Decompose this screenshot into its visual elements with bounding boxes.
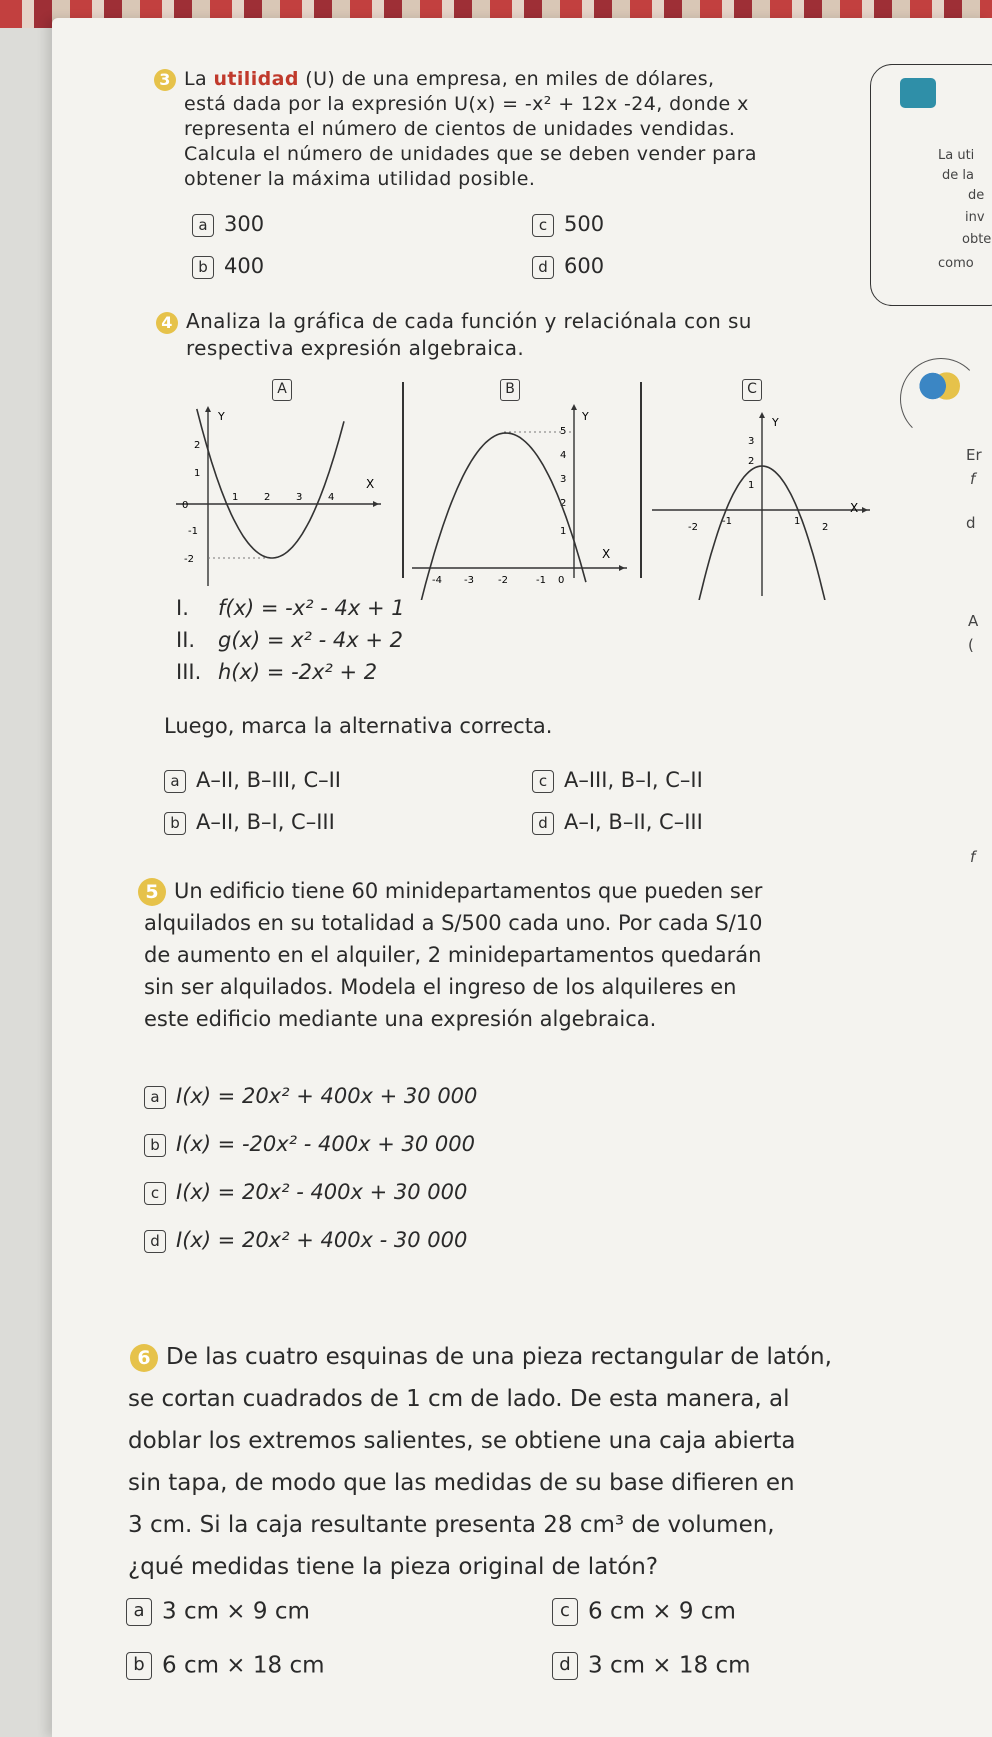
q4-line-1: 4 Analiza la gráfica de cada función y relaciónala con su <box>156 310 752 334</box>
graph-a-tick-x-2: 2 <box>264 492 271 503</box>
q3-line-4: Calcula el número de unidades que se deben vender para <box>184 143 757 165</box>
q5-option-a[interactable]: a I(x) = 20x² + 400x + 30 000 <box>144 1084 477 1109</box>
graph-b-tick-x-m3: -3 <box>464 575 474 586</box>
q6-line-6: ¿qué medidas tiene la pieza original de latón? <box>128 1554 659 1580</box>
graph-a-tick-x-3: 3 <box>296 492 303 503</box>
graph-b-label: B <box>500 378 520 401</box>
q3-option-b[interactable]: b 400 <box>192 254 264 279</box>
q6-option-a[interactable]: a 3 cm × 9 cm <box>126 1598 310 1626</box>
graph-c-tick-y-1: 1 <box>748 480 755 491</box>
q6-line-4: sin tapa, de modo que las medidas de su base difieren en <box>128 1470 795 1496</box>
sidebar-circle <box>900 358 982 440</box>
sidebar-text-1: La uti <box>938 148 975 163</box>
sidebar-text-5: obte <box>962 232 992 247</box>
graph-b <box>412 400 632 600</box>
graph-c-tick-x-1: 1 <box>794 516 801 527</box>
sidebar-mid-text-5: ( <box>968 636 974 654</box>
q3-option-d[interactable]: d 600 <box>532 254 604 279</box>
sidebar-text-3: de <box>968 188 985 203</box>
q6-option-d[interactable]: d 3 cm × 18 cm <box>552 1652 751 1680</box>
q5-option-d[interactable]: d I(x) = 20x² + 400x - 30 000 <box>144 1228 467 1253</box>
q4-line-2: respectiva expresión algebraica. <box>186 336 525 360</box>
graph-c-y-label: Y <box>772 416 779 429</box>
q6-option-b[interactable]: b 6 cm × 18 cm <box>126 1652 325 1680</box>
sidebar-mid-text-3: d <box>966 514 976 532</box>
graph-c-tick-x-2: 2 <box>822 522 829 533</box>
graph-b-tick-x-m4: -4 <box>432 575 442 586</box>
graph-a-tick-x-1: 1 <box>232 492 239 503</box>
q5-line-1: 5 Un edificio tiene 60 minidepartamentos que pueden ser <box>138 876 762 906</box>
graph-separator-2 <box>640 382 642 578</box>
graph-b-x-label: X <box>602 547 611 561</box>
graph-a-tick-x-4: 4 <box>328 492 335 503</box>
q5-line-2: alquilados en su totalidad a S/500 cada uno. Por cada S/10 <box>144 911 763 935</box>
sidebar-text-2: de la <box>942 168 974 183</box>
sidebar-mid-text-2: f <box>970 470 976 488</box>
q3-option-c[interactable]: c 500 <box>532 212 604 237</box>
q3-line-5: obtener la máxima utilidad posible. <box>184 168 536 190</box>
sidebar-mid-text-1: Er <box>966 446 982 464</box>
graph-b-tick-x-m1: -1 <box>536 575 546 586</box>
graph-a-tick-y-m1: -1 <box>188 526 198 537</box>
q6-line-5: 3 cm. Si la caja resultante presenta 28 cm³ de volumen, <box>128 1512 775 1538</box>
q6-number-badge: 6 <box>130 1344 158 1372</box>
q5-line-4: sin ser alquilados. Modela el ingreso de los alquileres en <box>144 975 737 999</box>
q6-option-c[interactable]: c 6 cm × 9 cm <box>552 1598 736 1626</box>
graph-b-tick-y-5: 5 <box>560 426 567 437</box>
q3-number-badge: 3 <box>154 69 176 91</box>
q5-number-badge: 5 <box>138 878 166 906</box>
sidebar-mid-text-4: A <box>968 612 979 630</box>
graph-a <box>176 400 386 590</box>
sidebar-text-6: como <box>938 256 974 271</box>
graph-a-y-label: Y <box>218 410 225 423</box>
q3-option-a[interactable]: a 300 <box>192 212 264 237</box>
sidebar-low-text: f <box>970 848 976 866</box>
graph-b-tick-x-0: 0 <box>558 575 565 586</box>
graph-b-tick-y-1: 1 <box>560 526 567 537</box>
graph-a-tick-y-m2: -2 <box>184 554 194 565</box>
graph-b-tick-y-2: 2 <box>560 498 567 509</box>
graph-a-tick-y-1: 1 <box>194 468 201 479</box>
q4-option-b[interactable]: b A–II, B–I, C–III <box>164 810 335 835</box>
graph-b-y-label: Y <box>582 410 589 423</box>
q4-option-a[interactable]: a A–II, B–III, C–II <box>164 768 341 793</box>
q4-option-d[interactable]: d A–I, B–II, C–III <box>532 810 703 835</box>
graph-b-arrows <box>571 404 625 571</box>
q3-line-1: 3 La utilidad (U) de una empresa, en miles de dólares, <box>154 68 714 91</box>
graph-b-tick-y-4: 4 <box>560 450 567 461</box>
graph-c-tick-x-m2: -2 <box>688 522 698 533</box>
graph-separator-1 <box>402 382 404 578</box>
q6-line-2: se cortan cuadrados de 1 cm de lado. De esta manera, al <box>128 1386 790 1412</box>
graph-a-tick-y-2: 2 <box>194 440 201 451</box>
q4-number-badge: 4 <box>156 312 178 334</box>
q6-line-1: 6 De las cuatro esquinas de una pieza rectangular de latón, <box>130 1338 832 1376</box>
graph-c <box>652 400 872 600</box>
q4-expression-2: II. g(x) = x² - 4x + 2 <box>176 628 403 652</box>
graph-b-tick-x-m2: -2 <box>498 575 508 586</box>
graph-c-tick-x-m1: -1 <box>722 516 732 527</box>
q4-option-c[interactable]: c A–III, B–I, C–II <box>532 768 703 793</box>
graph-c-tick-y-2: 2 <box>748 456 755 467</box>
q5-option-b[interactable]: b I(x) = -20x² - 400x + 30 000 <box>144 1132 475 1157</box>
graph-a-tick-x-0: 0 <box>182 500 189 511</box>
q3-line-2: está dada por la expresión U(x) = -x² + 12x -24, donde x <box>184 93 749 115</box>
q4-expression-1: I. f(x) = -x² - 4x + 1 <box>176 596 405 620</box>
graph-c-label: C <box>742 378 762 401</box>
q4-expression-3: III. h(x) = -2x² + 2 <box>176 660 378 684</box>
q5-option-c[interactable]: c I(x) = 20x² - 400x + 30 000 <box>144 1180 467 1205</box>
q5-line-3: de aumento en el alquiler, 2 minidepartamentos quedarán <box>144 943 762 967</box>
sidebar-text-4: inv <box>965 210 985 225</box>
graph-a-x-label: X <box>366 477 375 491</box>
q6-line-3: doblar los extremos salientes, se obtiene una caja abierta <box>128 1428 796 1454</box>
graph-a-parabola <box>197 409 344 558</box>
book-icon <box>900 78 936 108</box>
graph-c-x-label: X <box>850 501 859 515</box>
graph-a-label: A <box>272 378 292 401</box>
q5-line-5: este edificio mediante una expresión algebraica. <box>144 1007 657 1031</box>
graph-b-tick-y-3: 3 <box>560 474 567 485</box>
graph-c-tick-y-3: 3 <box>748 436 755 447</box>
q4-instruction: Luego, marca la alternativa correcta. <box>164 714 553 738</box>
q3-line-3: representa el número de cientos de unidades vendidas. <box>184 118 736 140</box>
